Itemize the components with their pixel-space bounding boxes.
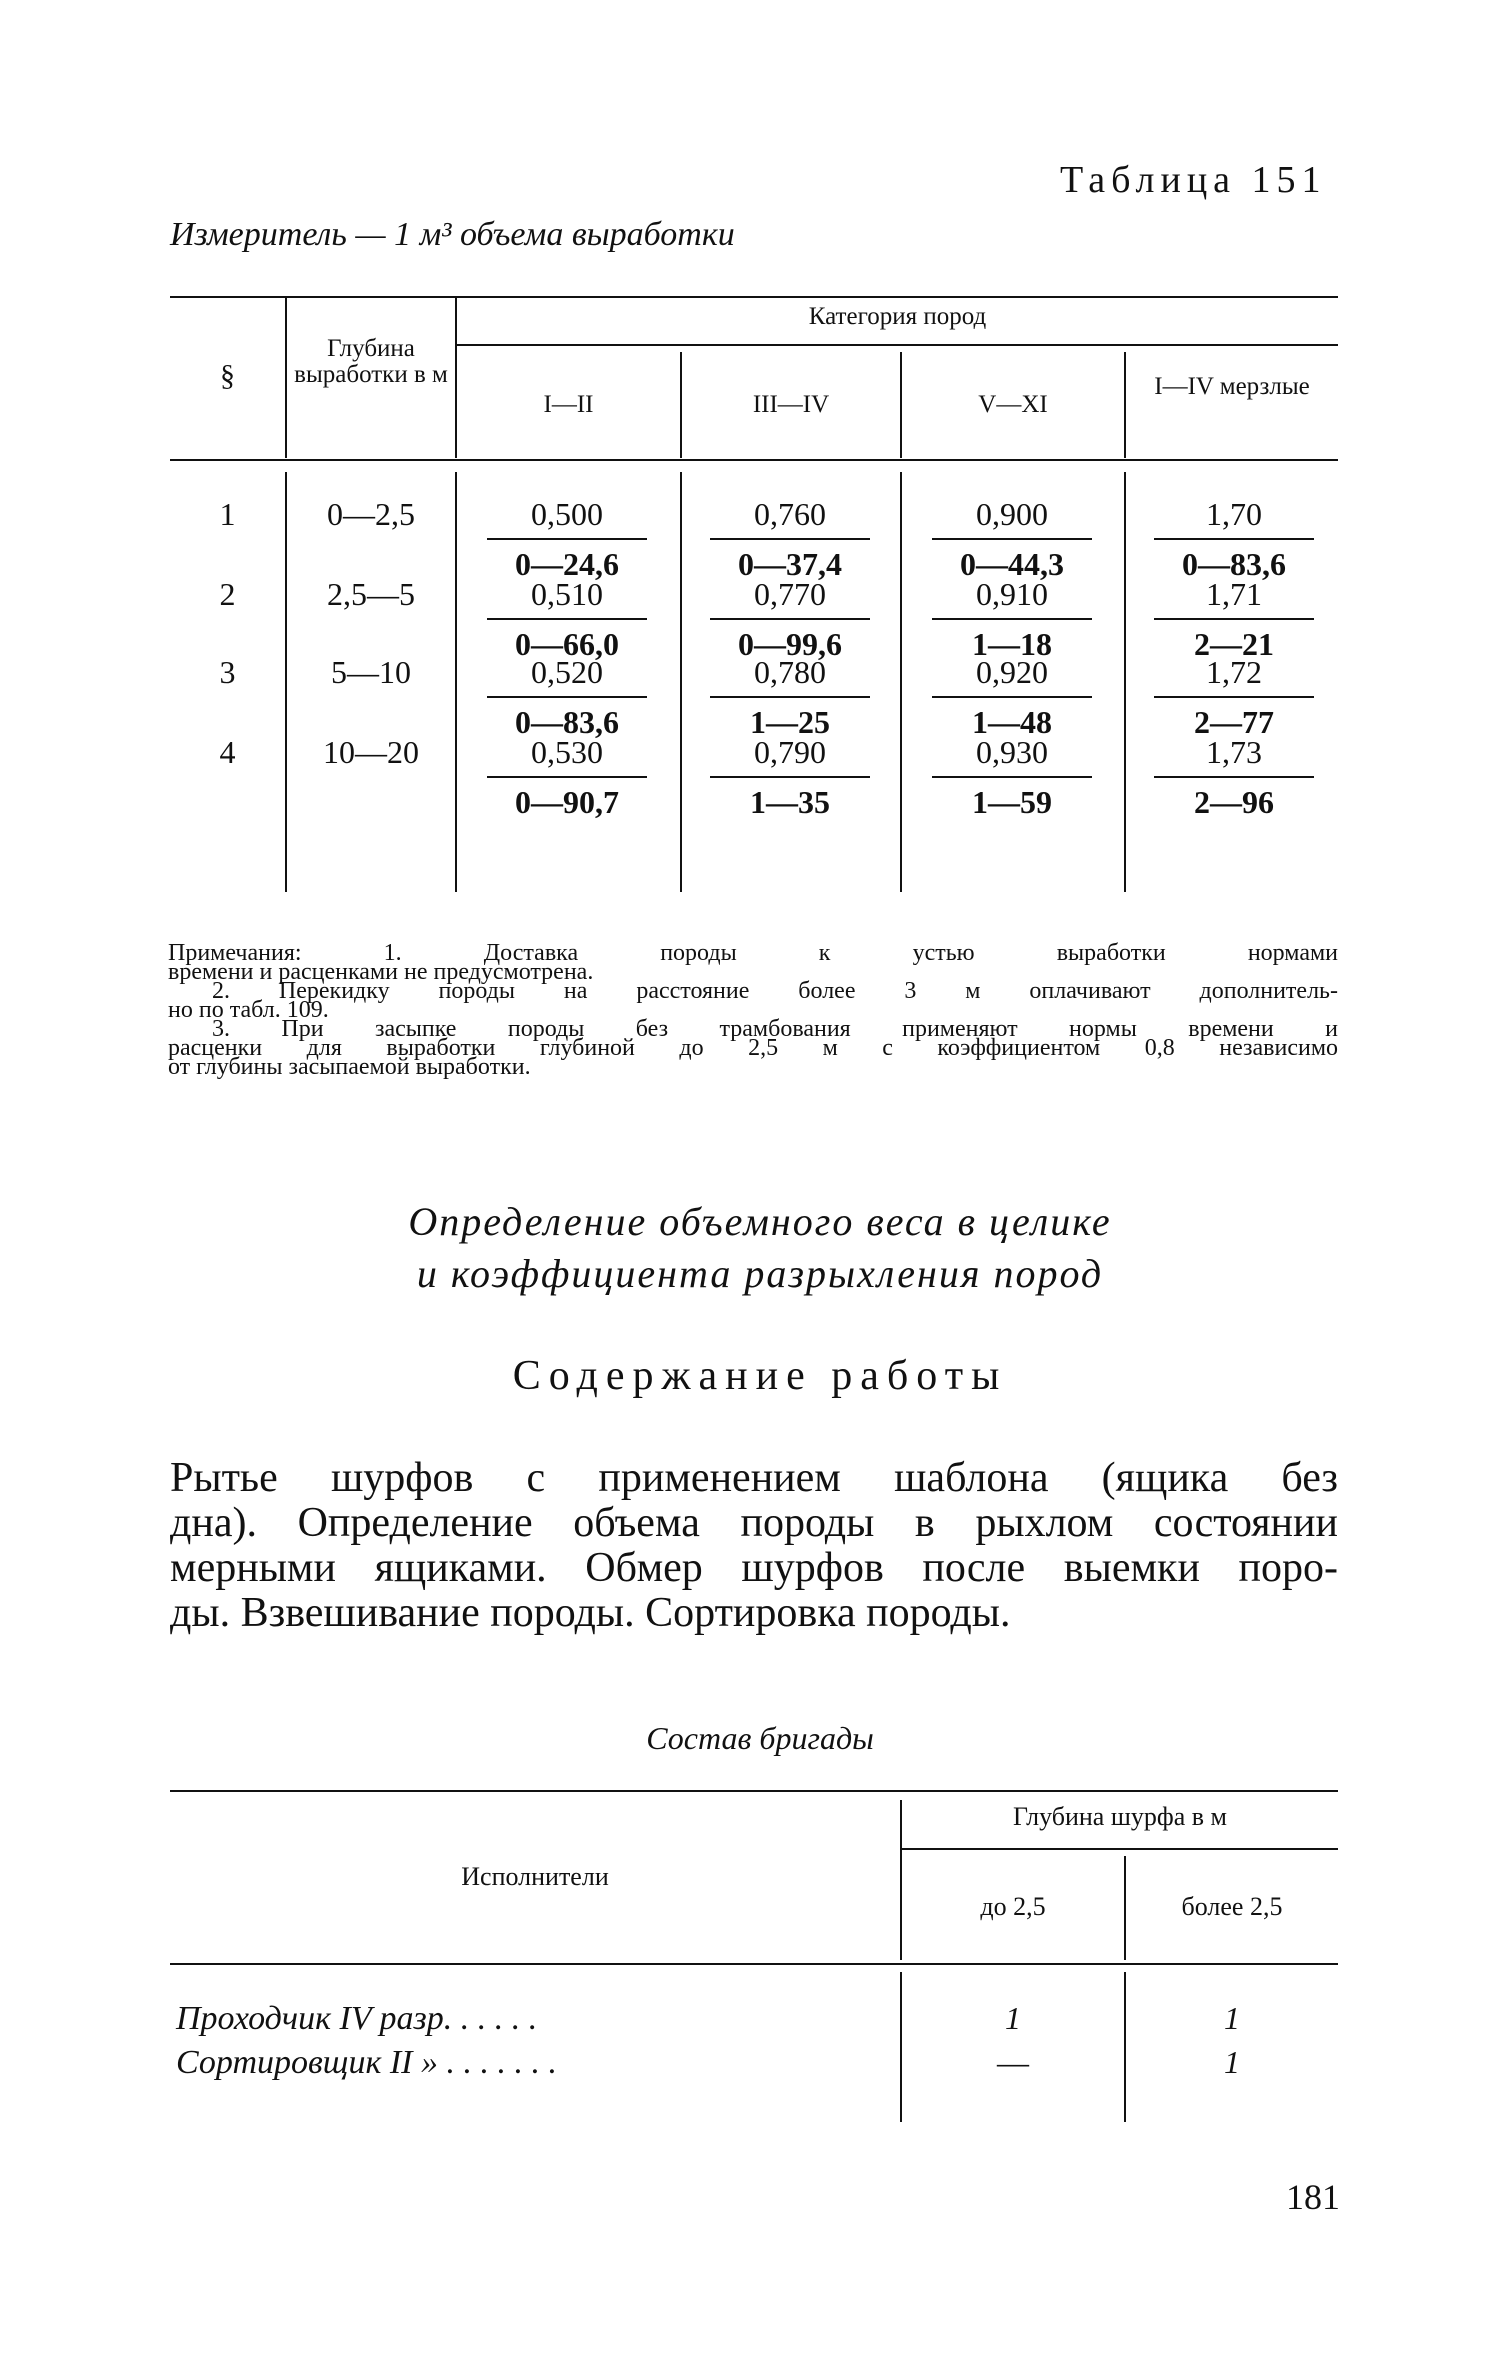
row-section: 1 [219, 496, 236, 532]
rate: 1—35 [750, 784, 830, 820]
fraction-rule [1154, 538, 1314, 540]
col-header-cat-1: I—II [543, 391, 594, 418]
note-3: 3. При засыпке породы без трамбования применяют нормы времени и [212, 1016, 1338, 1042]
worker-name: Сортировщик II » . . . . . . . [176, 2044, 557, 2081]
norm-time: 0,770 [754, 576, 826, 612]
fraction-rule [932, 776, 1092, 778]
page-number: 181 [1286, 2177, 1340, 2217]
worker-count-b: 1 [1224, 2000, 1240, 2036]
fraction-rule [1154, 618, 1314, 620]
rate: 1—48 [972, 704, 1052, 740]
norm-time: 0,930 [976, 734, 1048, 770]
note-3-cont: расценки для выработки глубиной до 2,5 м с коэффициентом 0,8 независимо [168, 1035, 1338, 1061]
note-2-cont: но по табл. 109. [168, 997, 329, 1023]
col-header-category: Категория пород [808, 303, 987, 330]
section-title [0, 1196, 1500, 1300]
norm-time: 0,900 [976, 496, 1048, 532]
work-line: дна). Определение объема породы в рыхлом состоянии [170, 1500, 1338, 1546]
work-line: мерными ящиками. Обмер шурфов после выемки поро- [170, 1545, 1338, 1591]
norm-time: 0,780 [754, 654, 826, 690]
measure-unit: Измеритель — 1 м³ объема выработки [170, 216, 735, 253]
header-bottom-rule [170, 1963, 1338, 1965]
fraction-rule [932, 696, 1092, 698]
fraction-rule [1154, 776, 1314, 778]
rate: 1—18 [972, 626, 1052, 662]
rate: 2—77 [1194, 704, 1274, 740]
rate: 0—90,7 [515, 784, 619, 820]
col-header-cat-3: V—XI [978, 391, 1048, 418]
norm-time: 1,73 [1206, 734, 1262, 770]
col-header-b: более 2,5 [1181, 1892, 1283, 1921]
norm-time: 0,510 [531, 576, 603, 612]
rate: 2—96 [1194, 784, 1274, 820]
row-section: 3 [219, 654, 236, 690]
col-divider [1124, 472, 1126, 892]
table-notes [168, 940, 1338, 1080]
rate: 0—99,6 [738, 626, 842, 662]
fraction-rule [487, 696, 647, 698]
rate: 0—24,6 [515, 546, 619, 582]
worker-count-a: 1 [1005, 2000, 1021, 2036]
col-header-cat-4: I—IV мерзлые [1154, 373, 1310, 400]
section-title-line: и коэффициента разрыхления пород [416, 1251, 1104, 1296]
work-line: Рытье шурфов с применением шаблона (ящика без [170, 1455, 1338, 1501]
row-section: 2 [219, 576, 236, 612]
note-2: 2. Перекидку породы на расстояние более 3 м оплачивают дополнитель- [212, 978, 1338, 1004]
note-1: Примечания: 1. Доставка породы к устью выработки нормами [168, 940, 1338, 966]
col-header-depth: Глубина выработки в м [294, 335, 448, 389]
fraction-rule [710, 776, 870, 778]
norm-time: 1,70 [1206, 496, 1262, 532]
col-divider [455, 472, 457, 892]
header-bottom-rule [170, 459, 1338, 461]
rate: 0—83,6 [1182, 546, 1286, 582]
norm-time: 1,72 [1206, 654, 1262, 690]
rate: 1—59 [972, 784, 1052, 820]
row-depth: 10—20 [323, 734, 419, 770]
worker-count-a: — [997, 2044, 1029, 2080]
row-depth: 2,5—5 [327, 576, 415, 612]
fraction-rule [710, 618, 870, 620]
norm-time: 0,520 [531, 654, 603, 690]
fraction-rule [710, 538, 870, 540]
table-title: Таблица 151 [1060, 159, 1327, 201]
norm-time: 0,910 [976, 576, 1048, 612]
fraction-rule [487, 618, 647, 620]
fraction-rule [932, 538, 1092, 540]
rate: 0—83,6 [515, 704, 619, 740]
norm-time: 0,920 [976, 654, 1048, 690]
category-rule [455, 344, 1338, 346]
col-header-section: § [220, 359, 235, 392]
row-depth: 5—10 [331, 654, 411, 690]
fraction-rule [487, 776, 647, 778]
work-line: ды. Взвешивание породы. Сортировка породы. [170, 1590, 1011, 1636]
fraction-rule [710, 696, 870, 698]
row-section: 4 [219, 734, 236, 770]
fraction-rule [1154, 696, 1314, 698]
col-header-workers: Исполнители [461, 1862, 609, 1891]
worker-name: Проходчик IV разр. . . . . . [176, 2000, 538, 2037]
table-top-rule [170, 296, 1338, 298]
brigade-title: Состав бригады [646, 1720, 874, 1756]
worker-count-b: 1 [1224, 2044, 1240, 2080]
note-1-cont: времени и расценками не предусмотрена. [168, 959, 594, 985]
rate: 1—25 [750, 704, 830, 740]
work-description [170, 1456, 1338, 1636]
col-divider [900, 472, 902, 892]
rate: 0—44,3 [960, 546, 1064, 582]
col-header-cat-2: III—IV [752, 391, 830, 418]
rate: 0—66,0 [515, 626, 619, 662]
note-3-end: от глубины засыпаемой выработки. [168, 1054, 531, 1080]
rate: 0—37,4 [738, 546, 842, 582]
norm-time: 0,790 [754, 734, 826, 770]
col-header-depth: Глубина шурфа в м [1013, 1802, 1227, 1831]
norm-time: 1,71 [1206, 576, 1262, 612]
norm-time: 0,500 [531, 496, 603, 532]
section-title-line: Определение объемного веса в целике [408, 1199, 1112, 1244]
table-top-rule [170, 1790, 1338, 1792]
rate: 2—21 [1194, 626, 1274, 662]
col-divider [1124, 352, 1126, 458]
depth-rule [902, 1848, 1338, 1850]
fraction-rule [487, 538, 647, 540]
norm-time: 0,760 [754, 496, 826, 532]
col-header-a: до 2,5 [980, 1892, 1046, 1921]
col-divider [680, 472, 682, 892]
norm-time: 0,530 [531, 734, 603, 770]
work-heading: Содержание работы [512, 1353, 1008, 1399]
fraction-rule [932, 618, 1092, 620]
row-depth: 0—2,5 [327, 496, 415, 532]
